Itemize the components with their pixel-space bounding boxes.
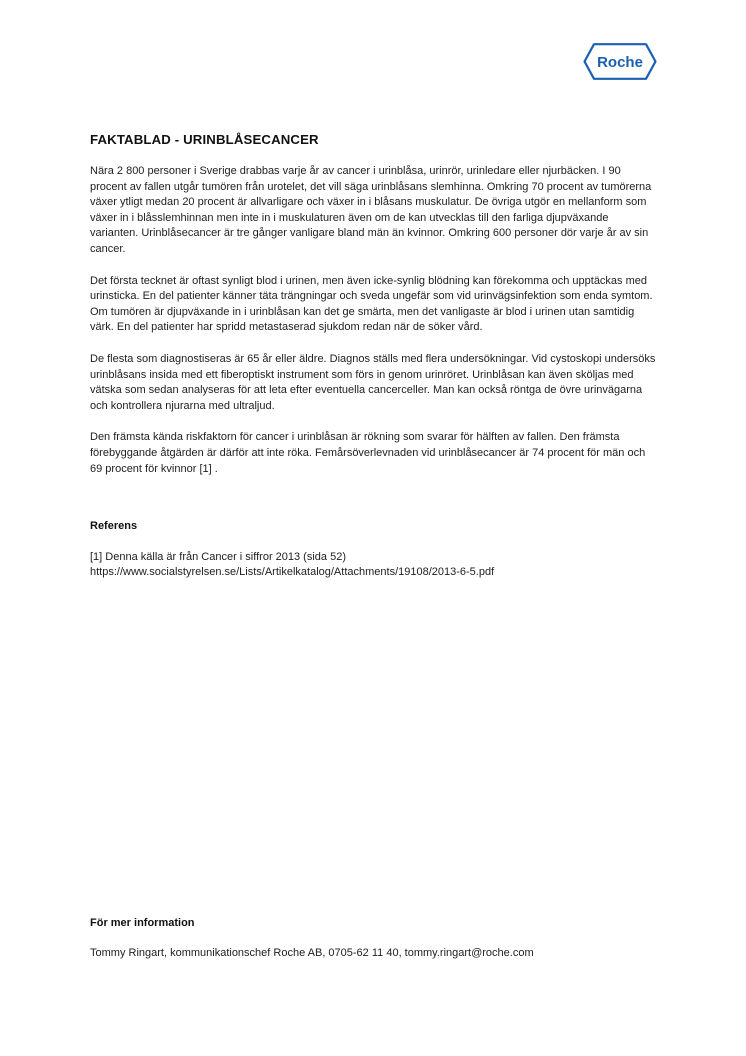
contact-heading: För mer information bbox=[90, 917, 195, 929]
paragraph: Den främsta kända riskfaktorn för cancer i urinblåsan är rökning som svarar för hälften av fallen. Den främsta förebyggande åtgärden är därför att inte röka. Femårsöverlevnaden vid urinblåsecancer är 74 procent för män och 69 procent för kvinnor [1] . bbox=[90, 431, 646, 475]
body-text bbox=[90, 164, 658, 493]
reference-link[interactable]: https://www.socialstyrelsen.se/Lists/Artikelkatalog/Attachments/19108/2013-6-5.pdf bbox=[90, 566, 495, 578]
page-title: FAKTABLAD - URINBLÅSECANCER bbox=[90, 132, 319, 147]
references-heading: Referens bbox=[90, 520, 138, 532]
paragraph: De flesta som diagnostiseras är 65 år eller äldre. Diagnos ställs med flera undersökningar. Vid cystoskopi undersöks urinblåsans insida med ett fiberoptiskt instrument som förs in genom urinröret. Urinblåsan kan även sköljas med vätska som sedan analyseras för att leta efter eventuella cancerceller. Man kan också röntga de övre urinvägarna och kontrollera njurarna med ultraljud. bbox=[90, 352, 656, 412]
roche-logo bbox=[583, 43, 657, 80]
paragraph: Nära 2 800 personer i Sverige drabbas varje år av cancer i urinblåsa, urinrör, urinledare eller njurbäcken. I 90 procent av fallen utgår tumören från urotelet, det vill säga urinblåsans slemhinna. Omkring 70 procent av tumörerna växer ytligt medan 20 procent är allvarligare och växer in i blåsans muskulatur. De övriga utgör en mellanform som växer in i blåsslemhinnan men inte in i muskulaturen även om de kan utvecklas till den farliga djupväxande varianten. Urinblåsecancer är tre gånger vanligare bland män än kvinnor. Omkring 600 personer dör varje år av sin cancer. bbox=[90, 165, 652, 255]
roche-logo-text: Roche bbox=[597, 54, 643, 71]
reference-item: [1] Denna källa är från Cancer i siffror 2013 (sida 52) bbox=[90, 551, 346, 563]
paragraph: Det första tecknet är oftast synligt blod i urinen, men även icke-synlig blödning kan förekomma och upptäckas med urinsticka. En del patienter känner täta trängningar och sveda ungefär som vid urinvägsinfektion som enda symtom. Om tumören är djupväxande in i urinblåsan kan det ge smärta, men det vanligaste är blod i urinen utan samtidig värk. En del patienter har spridd metastaserad sjukdom redan när de söker vård. bbox=[90, 274, 653, 334]
reference-list bbox=[90, 550, 658, 580]
contact-line: Tommy Ringart, kommunikationschef Roche AB, 0705-62 11 40, tommy.ringart@roche.com bbox=[90, 947, 534, 959]
